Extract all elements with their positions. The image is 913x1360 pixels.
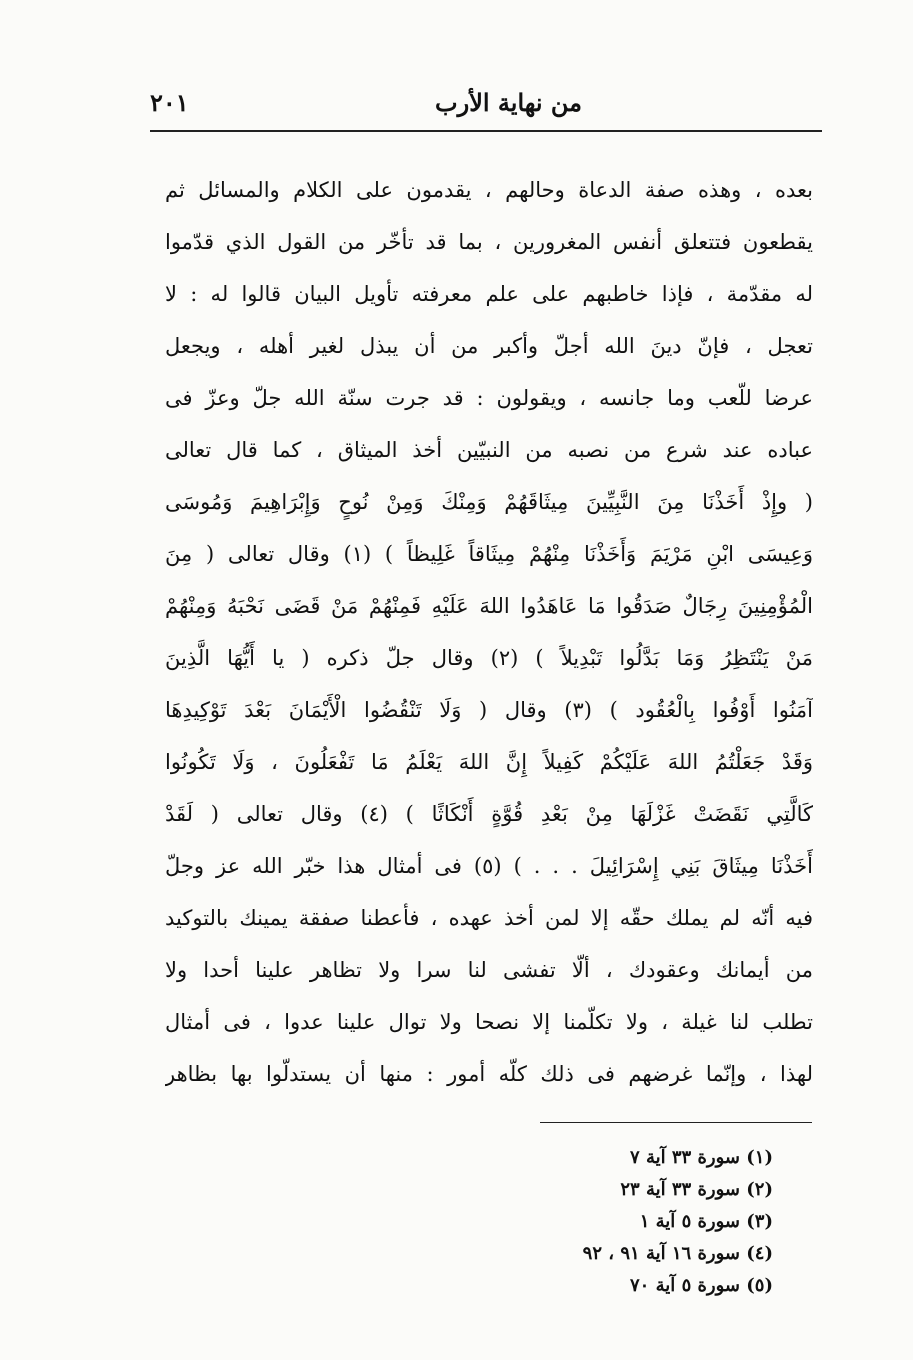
quran-line: الْمُؤْمِنِينَ رِجَالٌ صَدَقُوا مَا عَاهَدُوا اللهَ عَلَيْهِ فَمِنْهُمْ مَنْ قَضَى نَحْبَهُ وَمِنْهُمْ [165, 594, 813, 618]
quran-line: وَعِيسَى ابْنِ مَرْيَمَ وَأَخَذْنَا مِنْهُمْ مِيثَاقاً غَلِيظاً ) (١) وقال تعالى ( مِنَ [165, 542, 813, 566]
text-line: عرضا للّعب وما جانسه ، ويقولون : قد جرت سنّة الله جلّ وعزّ فى [165, 386, 813, 410]
page-header [150, 84, 822, 124]
text-line: فيه أنّه لم يملك حقّه إلا لمن أخذ عهده ، فأعطنا صفقة يمينك بالتوكيد [165, 906, 813, 930]
quran-line: آمَنُوا أَوْفُوا بِالْعُقُود ) (٣) وقال ( وَلَا تَنْقُضُوا الْأَيْمَانَ بَعْدَ تَوْكِيدِهَا [165, 698, 813, 722]
footnotes [473, 1142, 773, 1302]
body-text [165, 164, 813, 1100]
running-title: من نهاية الأرب [435, 88, 582, 117]
text-line: له مقدّمة ، فإذا خاطبهم على علم معرفته تأويل البيان قالوا له : لا [165, 282, 813, 306]
page-number: ٢٠١ [150, 88, 189, 117]
footnote: (٤) سورة ١٦ آية ٩١ ، ٩٢ [582, 1243, 773, 1264]
footnote: (٢) سورة ٣٣ آية ٢٣ [620, 1179, 773, 1200]
header-rule [150, 130, 822, 132]
text-line: تطلب لنا غيلة ، ولا تكلّمنا إلا نصحا ولا توال علينا عدوا ، فى أمثال [165, 1010, 813, 1034]
footnote: (٥) سورة ٥ آية ٧٠ [630, 1275, 773, 1296]
quran-line: وَقَدْ جَعَلْتُمُ اللهَ عَلَيْكُمْ كَفِيلاً إِنَّ اللهَ يَعْلَمُ مَا تَفْعَلُونَ ، وَلَا تَكُونُوا [165, 750, 813, 774]
text-line: لهذا ، وإنّما غرضهم فى ذلك كلّه أمور : منها أن يستدلّوا بها بظاهر [165, 1062, 813, 1086]
text-line: تعجل ، فإنّ دينَ الله أجلّ وأكبر من أن يبذل لغير أهله ، ويجعل [165, 334, 813, 358]
text-line: عباده عند شرع من نصبه من النبيّين أخذ الميثاق ، كما قال تعالى [165, 438, 813, 462]
text-line: بعده ، وهذه صفة الدعاة وحالهم ، يقدمون على الكلام والمسائل ثم [165, 178, 813, 202]
quran-line: كَالَّتِي نَقَضَتْ غَزْلَهَا مِنْ بَعْدِ قُوَّةٍ أَنْكَاثًا ) (٤) وقال تعالى ( لَقَدْ [165, 802, 813, 826]
text-line: من أيمانك وعقودك ، ألّا تفشى لنا سرا ولا تظاهر علينا أحدا ولا [165, 958, 813, 982]
footnote-rule [540, 1122, 812, 1123]
quran-line: ( وإِذْ أَخَذْنَا مِنَ النَّبِيِّينَ مِيثَاقَهُمْ وَمِنْكَ وَمِنْ نُوحٍ وَإِبْرَاهِيمَ وَمُوسَى [165, 490, 813, 514]
quran-line: مَنْ يَنْتَظِرُ وَمَا بَدَّلُوا تَبْدِيلاً ) (٢) وقال جلّ ذكره ( يا أَيُّهَا الَّذِينَ [165, 646, 813, 670]
text-line: يقطعون فتتعلق أنفس المغرورين ، بما قد تأخّر من القول الذي قدّموا [165, 230, 813, 254]
footnote: (٣) سورة ٥ آية ١ [639, 1211, 773, 1232]
quran-line: أَخَذْنَا مِيثَاقَ بَنِي إِسْرَائِيلَ . . . ) (٥) فى أمثال هذا خبّر الله عز وجلّ [165, 854, 813, 878]
footnote: (١) سورة ٣٣ آية ٧ [630, 1147, 773, 1168]
